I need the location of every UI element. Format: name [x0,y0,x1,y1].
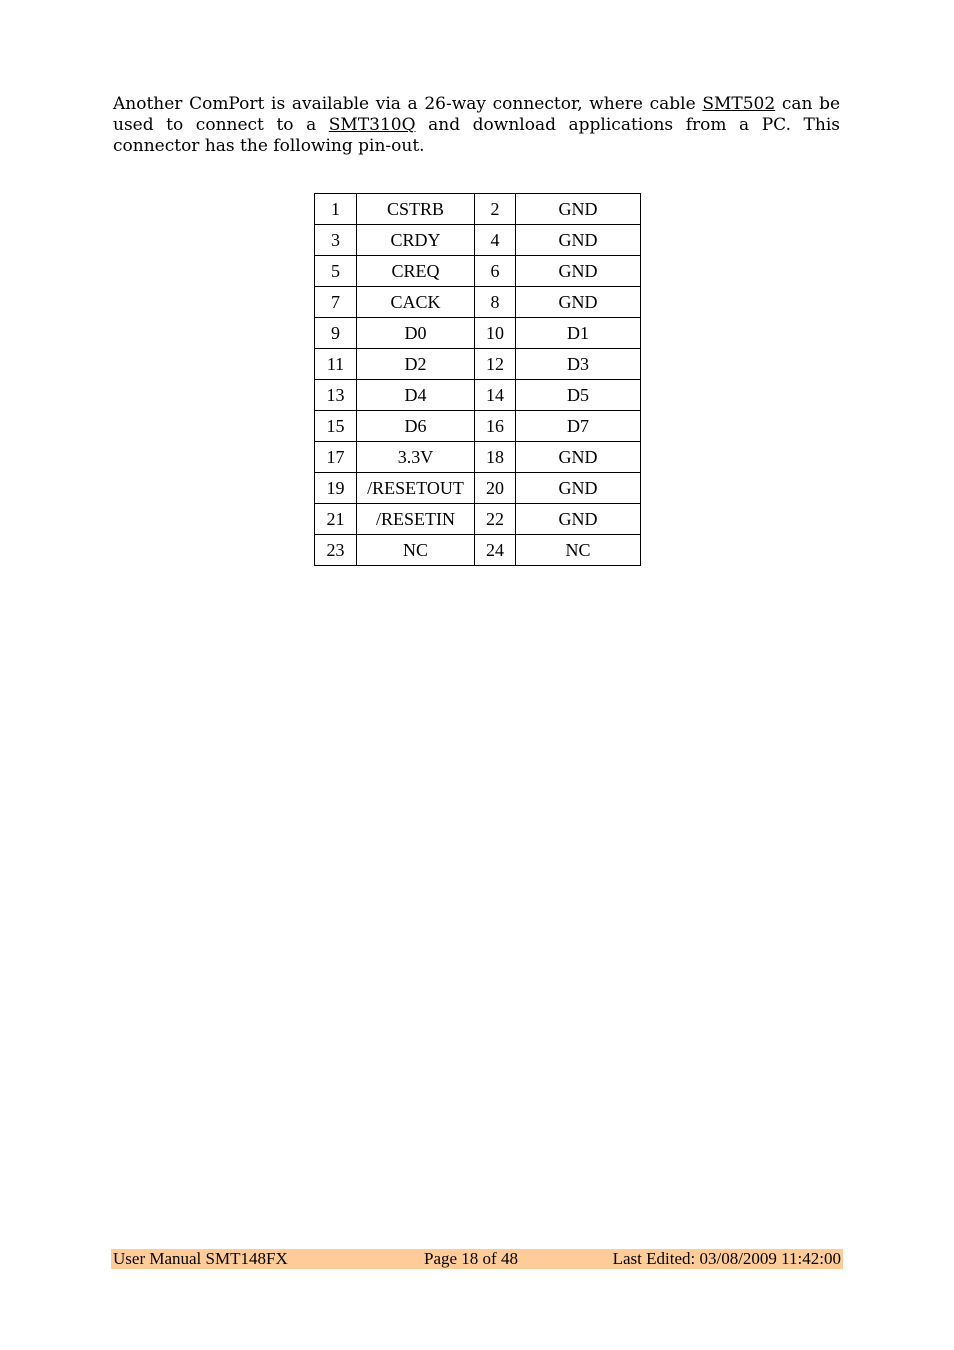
pin-number-cell: 10 [475,318,516,349]
pin-signal-cell: CSTRB [357,194,475,225]
pin-signal-cell: GND [516,194,641,225]
pin-number-cell: 23 [315,535,357,566]
pin-number-cell: 22 [475,504,516,535]
paragraph-text-1: Another ComPort is available via a 26-way connector, where cable [113,94,703,114]
paragraph-text-3: and download applications from a PC. This connector has the following pin-out. [113,115,840,156]
table-row [315,225,641,256]
table-row [315,504,641,535]
pin-signal-cell: D3 [516,349,641,380]
pin-signal-cell: /RESETIN [357,504,475,535]
pin-signal-cell: D2 [357,349,475,380]
pin-number-cell: 18 [475,442,516,473]
pin-number-cell: 2 [475,194,516,225]
pin-number-cell: 9 [315,318,357,349]
pin-signal-cell: GND [516,473,641,504]
pin-signal-cell: GND [516,504,641,535]
pin-signal-cell: D1 [516,318,641,349]
pinout-table [314,193,641,566]
pin-number-cell: 14 [475,380,516,411]
pin-number-cell: 19 [315,473,357,504]
pin-number-cell: 20 [475,473,516,504]
table-row [315,349,641,380]
page-footer [111,1249,843,1269]
pin-number-cell: 8 [475,287,516,318]
pin-signal-cell: D5 [516,380,641,411]
pin-signal-cell: D6 [357,411,475,442]
pin-signal-cell: NC [357,535,475,566]
footer-last-edited: Last Edited: 03/08/2009 11:42:00 [612,1249,841,1268]
smt310q-link[interactable]: SMT310Q [328,115,416,135]
pin-number-cell: 3 [315,225,357,256]
paragraph-text-2: can be used to connect to a [113,94,841,135]
pin-signal-cell: GND [516,442,641,473]
table-row [315,318,641,349]
smt502-link[interactable]: SMT502 [702,94,776,114]
footer-document-title: User Manual SMT148FX [113,1249,288,1268]
table-row [315,411,641,442]
pin-number-cell: 1 [315,194,357,225]
pin-number-cell: 11 [315,349,357,380]
pin-number-cell: 4 [475,225,516,256]
pin-signal-cell: D4 [357,380,475,411]
pin-number-cell: 5 [315,256,357,287]
pin-signal-cell: D0 [357,318,475,349]
pin-number-cell: 13 [315,380,357,411]
table-row [315,380,641,411]
footer-page-number: Page 18 of 48 [424,1249,518,1268]
pin-signal-cell: 3.3V [357,442,475,473]
pin-number-cell: 24 [475,535,516,566]
table-row [315,473,641,504]
pin-number-cell: 15 [315,411,357,442]
pin-number-cell: 12 [475,349,516,380]
pin-number-cell: 16 [475,411,516,442]
pin-signal-cell: GND [516,256,641,287]
pin-signal-cell: NC [516,535,641,566]
pin-signal-cell: GND [516,287,641,318]
table-row [315,194,641,225]
table-row [315,442,641,473]
pin-number-cell: 17 [315,442,357,473]
table-row [315,535,641,566]
pin-signal-cell: CACK [357,287,475,318]
pin-signal-cell: CREQ [357,256,475,287]
table-row [315,256,641,287]
pin-signal-cell: CRDY [357,225,475,256]
pinout-table-body [315,194,641,566]
pin-number-cell: 21 [315,504,357,535]
intro-paragraph [113,94,840,157]
table-row [315,287,641,318]
pin-signal-cell: D7 [516,411,641,442]
pin-signal-cell: GND [516,225,641,256]
pin-number-cell: 7 [315,287,357,318]
pin-number-cell: 6 [475,256,516,287]
pin-signal-cell: /RESETOUT [357,473,475,504]
